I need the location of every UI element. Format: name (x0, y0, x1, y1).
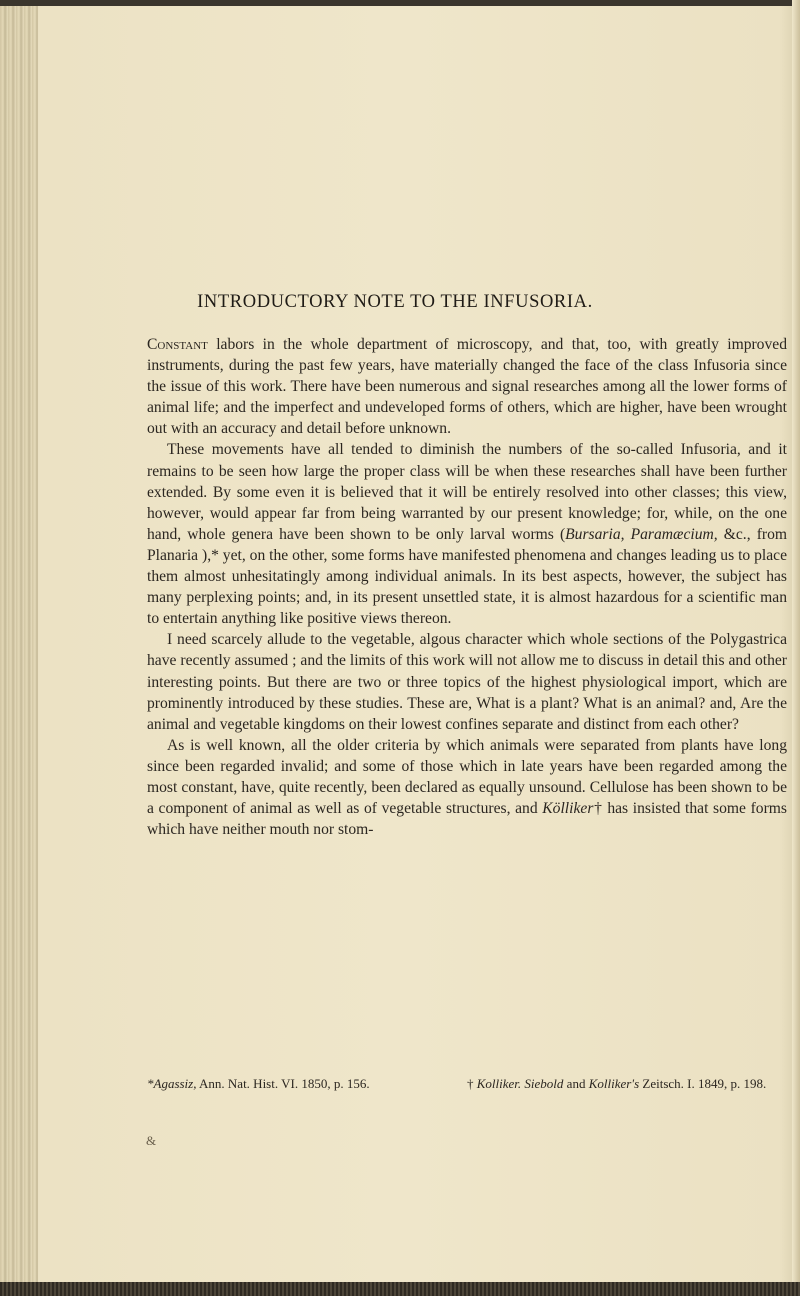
footnote-2 (467, 1075, 787, 1093)
paragraph-2-text-b: &c., from Planaria ),* yet, on the other, some forms have manifested phenomena and changes leading us to place them almost unhesitatingly among individual animals. In its best aspects, however, the subject has many perplexing points; and, in its present unsettled state, it is almost hazardous for a scientific man to entertain anything like positive views thereon. (147, 525, 788, 628)
page-bottom-edge (0, 1282, 800, 1296)
footnote-2-journal: Kolliker's (588, 1076, 640, 1091)
stray-mark: & (146, 1133, 157, 1148)
page-title: INTRODUCTORY NOTE TO THE INFUSORIA. (197, 292, 593, 312)
top-edge (0, 0, 800, 6)
footnote-2-authors: Kolliker. Siebold (476, 1076, 564, 1091)
paragraph-2-text-a: These movements have all tended to diminish the numbers of the so-called Infusoria, and it remains to be seen how large the proper class will be when these researches shall have been further extended. By some even it is believed that it will be entirely resolved into other classes; this view, however, would appear far from being warranted by our present knowledge; for, while, on the one hand, whole genera have been shown to be only larval worms ( (147, 441, 787, 543)
binding-gutter (0, 0, 38, 1296)
page-right-edge (792, 0, 800, 1296)
paragraph-4-text-a: As is well known, all the older criteria by which animals were separated from plants have long since been regarded invalid; and some of those which in late years have been regarded among the most constant, have, quite recently, been declared as equally unsound. Cellulose has been shown to be a component of animal as well as of vegetable structures, and (147, 736, 787, 818)
paragraph-1-text: labors in the whole department of microscopy, and that, too, with greatly improved instruments, during the past few years, have materially changed the face of the class Infusoria since the issue of this work. There have been numerous and signal researches among all the lower forms of animal life; and the imperfect and undeveloped forms of others, which are higher, have been wrought out with an accuracy and detail before unknown. (147, 336, 787, 438)
body-text (147, 334, 787, 840)
paragraph-4 (147, 735, 787, 840)
paragraph-2-italic: Bursaria, Paramæcium, (565, 525, 718, 543)
paragraph-4-text-b: † has insisted that some forms which have neither mouth nor stom- (147, 800, 787, 839)
footnote-1-author: *Agassiz, (147, 1076, 197, 1091)
footnote-1 (147, 1075, 447, 1093)
paragraph-2 (147, 439, 787, 629)
footnote-2-and: and (563, 1076, 589, 1091)
drop-word: Constant (147, 336, 208, 353)
paragraph-3: I need scarcely allude to the vegetable, algous character which whole sections of the Polygastrica have recently assumed ; and the limits of this work will not allow me to discuss in detail this and other interesting points. But there are two or three topics of the highest physiological import, which are prominently introduced by these studies. These are, What is a plant? What is an animal? and, Are the animal and vegetable kingdoms on their lowest confines separate and distinct from each other? (147, 631, 787, 733)
footnotes (147, 1075, 787, 1093)
footnote-2-mark: † (467, 1076, 477, 1091)
paragraph-4-italic: Kölliker (542, 800, 594, 818)
paragraph-1 (147, 334, 787, 439)
footnote-2-text: Zeitsch. I. 1849, p. 198. (639, 1076, 767, 1091)
footnote-1-text: Ann. Nat. Hist. VI. 1850, p. 156. (196, 1076, 370, 1091)
